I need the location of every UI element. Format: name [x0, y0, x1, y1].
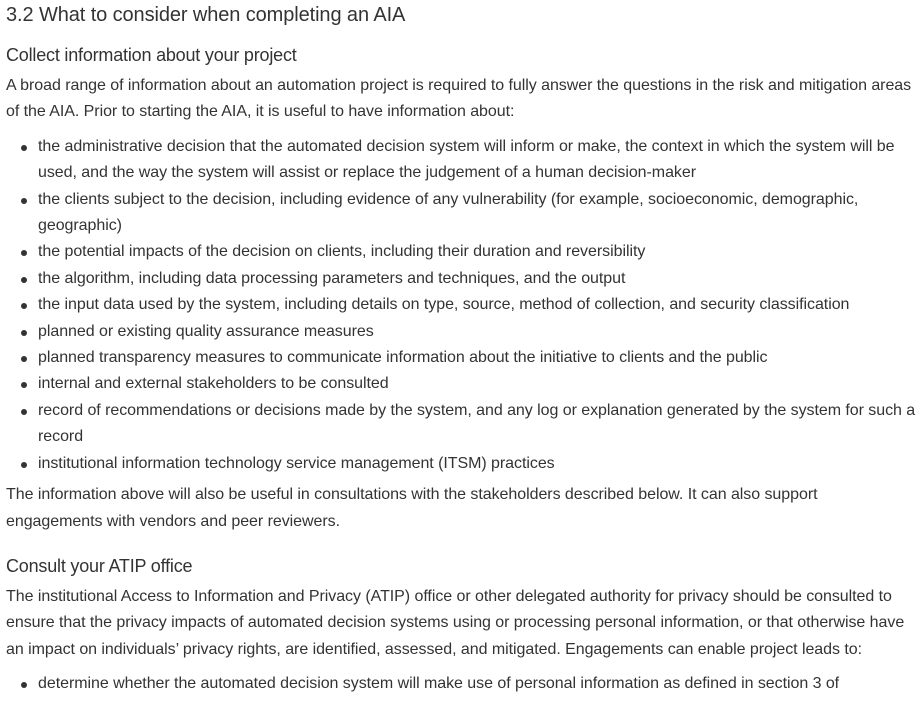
bullet-icon [21, 356, 27, 362]
bullet-icon [21, 382, 27, 388]
collect-info-list [6, 134, 918, 477]
bullet-icon [21, 198, 27, 204]
bullet-icon [21, 145, 27, 151]
list-item-text: record of recommendations or decisions made by the system, and any log or explanation generated by the system for such a record [38, 401, 916, 446]
bullet-icon [21, 277, 27, 283]
list-item-text: the algorithm, including data processing parameters and techniques, and the output [38, 269, 626, 287]
list-item-text: institutional information technology service management (ITSM) practices [38, 454, 555, 472]
list-item [38, 319, 918, 345]
atip-list [6, 671, 918, 697]
list-item [38, 398, 918, 451]
list-item-text: the administrative decision that the automated decision system will inform or make, the context in which the system will be used, and the way the system will assist or replace the judgement of a human decision-maker [38, 137, 895, 182]
list-item [38, 187, 918, 240]
collect-followup-paragraph: The information above will also be useful in consultations with the stakeholders described below. It can also support engagements with vendors and peer reviewers. [6, 486, 818, 530]
list-item [38, 134, 918, 187]
list-item [38, 451, 918, 477]
list-item-text: the potential impacts of the decision on clients, including their duration and reversibility [38, 243, 646, 261]
collect-intro-paragraph: A broad range of information about an automation project is required to fully answer the questions in the risk and mitigation areas of the AIA. Prior to starting the AIA, it is useful to have information about: [6, 77, 912, 121]
atip-heading: Consult your ATIP office [6, 555, 193, 576]
section-heading: 3.2 What to consider when completing an AIA [6, 4, 406, 26]
list-item-text: determine whether the automated decision system will make use of personal information as defined in section 3 of [38, 675, 840, 693]
list-item [38, 266, 918, 292]
list-item-text: planned or existing quality assurance measures [38, 322, 374, 340]
bullet-icon [21, 250, 27, 256]
bullet-icon [21, 462, 27, 468]
collect-info-heading: Collect information about your project [6, 45, 297, 65]
bullet-icon [21, 330, 27, 336]
atip-intro-paragraph: The institutional Access to Information and Privacy (ATIP) office or other delegated authority for privacy should be consulted to ensure that the privacy impacts of automated decision systems using or processing personal information, or that otherwise have an impact on individuals’ privacy rights, are identified, assessed, and mitigated. Engagements can enable project leads to: [6, 587, 905, 658]
document-page [6, 0, 918, 698]
list-item-text: planned transparency measures to communicate information about the initiative to clients and the public [38, 349, 768, 367]
bullet-icon [21, 409, 27, 415]
list-item-text: internal and external stakeholders to be consulted [38, 375, 389, 393]
list-item [38, 292, 918, 318]
list-item [38, 239, 918, 265]
list-item [38, 345, 918, 371]
list-item-text: the clients subject to the decision, including evidence of any vulnerability (for example, socioeconomic, demographic, geographic) [38, 190, 859, 235]
list-item [38, 671, 918, 697]
bullet-icon [21, 682, 27, 688]
list-item [38, 371, 918, 397]
bullet-icon [21, 303, 27, 309]
list-item-text: the input data used by the system, including details on type, source, method of collection, and security classification [38, 296, 850, 314]
